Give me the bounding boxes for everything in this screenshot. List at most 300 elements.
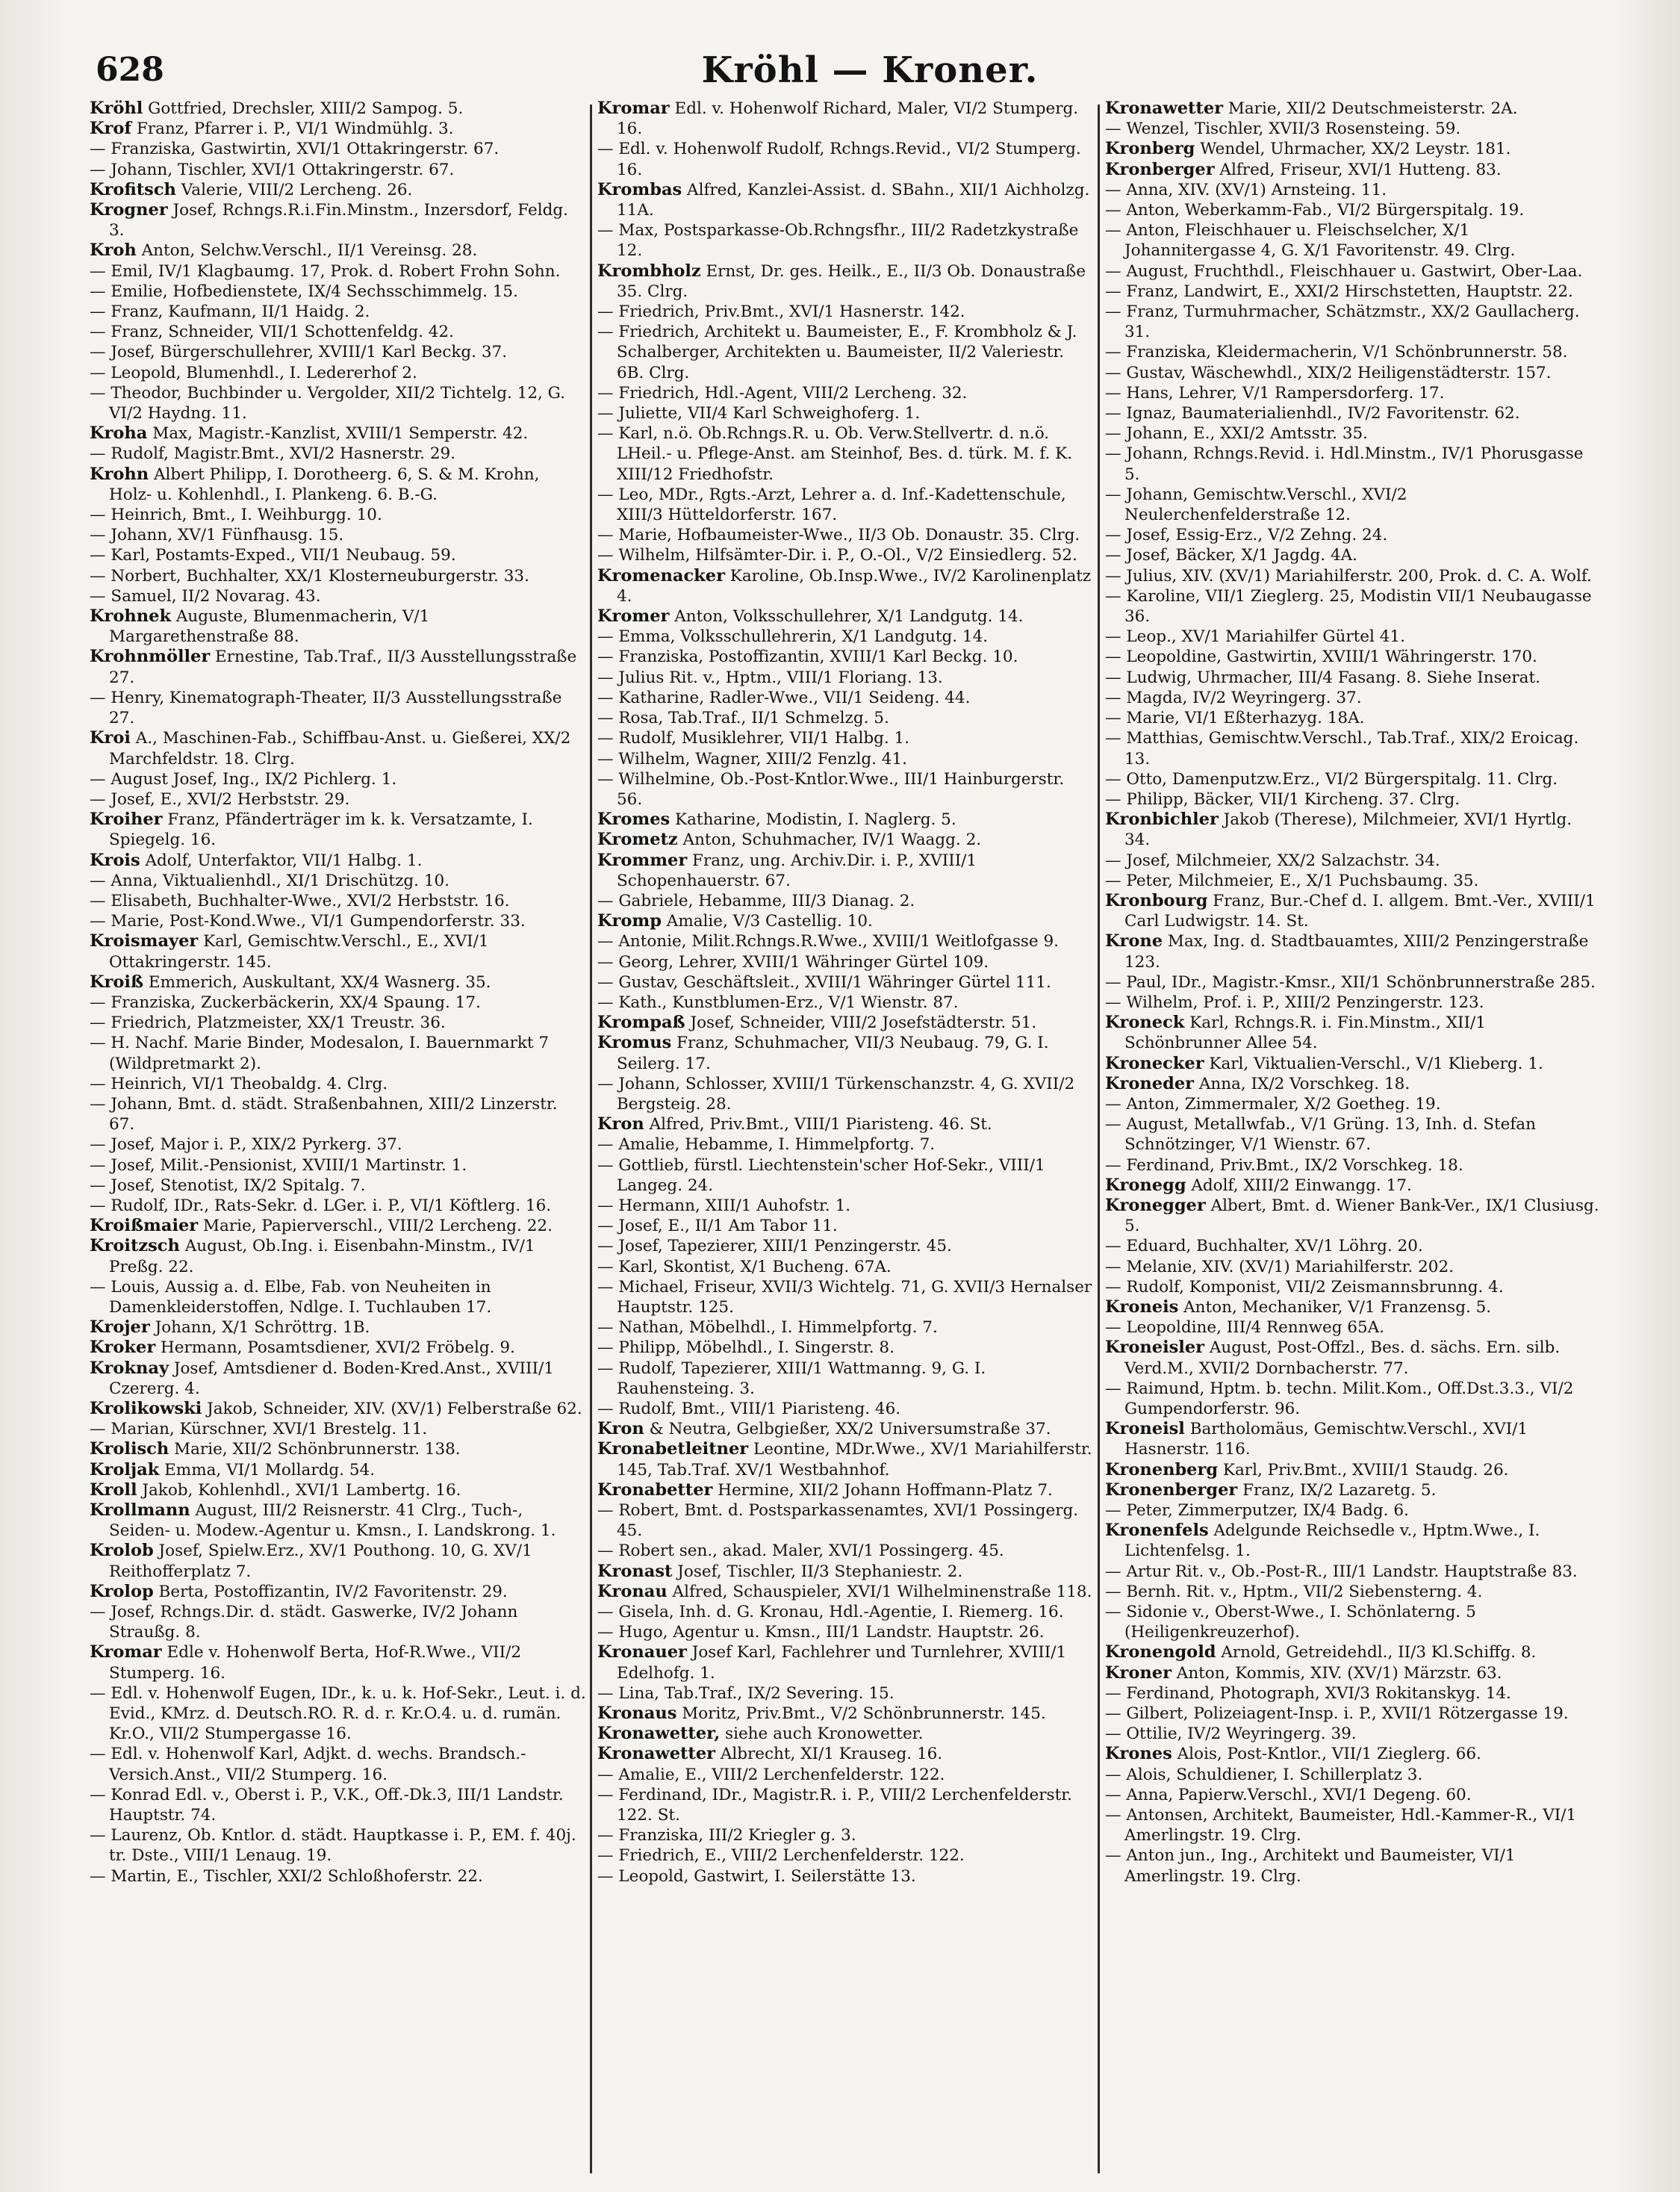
entry-surname: Kronbichler bbox=[1105, 810, 1219, 830]
entry-details: — Emil, IV/1 Klagbaumg. 17, Prok. d. Robert Frohn Sohn. bbox=[90, 261, 561, 281]
directory-entry bbox=[597, 1724, 1094, 1744]
entry-details: — Wilhelmine, Ob.-Post-Kntlor.Wwe., III/1 Hainburgerstr. 56. bbox=[597, 769, 1065, 809]
directory-entry bbox=[597, 1704, 1094, 1724]
entry-details: — Michael, Friseur, XVII/3 Wichtelg. 71, G. XVII/3 Hernalser Hauptstr. 125. bbox=[597, 1277, 1092, 1317]
entry-details: — Franziska, Zuckerbäckerin, XX/4 Spaung. 17. bbox=[90, 993, 481, 1012]
entry-details: — Franziska, III/2 Kriegler g. 3. bbox=[597, 1826, 856, 1845]
directory-entry bbox=[1105, 180, 1602, 200]
directory-entry bbox=[1105, 1054, 1602, 1074]
entry-details: — Heinrich, Bmt., I. Weihburgg. 10. bbox=[90, 506, 382, 525]
entry-details: — Artur Rit. v., Ob.-Post-R., III/1 Landstr. Hauptstraße 83. bbox=[1105, 1562, 1578, 1581]
directory-entry bbox=[597, 1785, 1094, 1825]
directory-entry bbox=[1105, 708, 1602, 728]
entry-surname: Krolikowski bbox=[90, 1399, 202, 1418]
entry-details: — Rudolf, Musiklehrer, VII/1 Halbg. 1. bbox=[597, 729, 910, 748]
entry-details: Karoline, Ob.Insp.Wwe., IV/2 Karolinenplatz 4. bbox=[617, 566, 1092, 606]
entry-surname: Kroh bbox=[90, 240, 137, 261]
directory-entry bbox=[1105, 1074, 1602, 1094]
directory-entry bbox=[597, 1622, 1094, 1642]
entry-details: Auguste, Blumenmacherin, V/1 Margarethenstraße 88. bbox=[109, 607, 430, 647]
directory-entry bbox=[90, 1094, 586, 1134]
directory-entry bbox=[1105, 1805, 1602, 1845]
directory-entry bbox=[1105, 342, 1602, 362]
directory-entry bbox=[90, 769, 586, 789]
entry-details: — August Josef, Ing., IX/2 Pichlerg. 1. bbox=[90, 769, 397, 789]
directory-entry bbox=[597, 972, 1094, 993]
entry-details: — Raimund, Hptm. b. techn. Milit.Kom., Off.Dst.3.3., VI/2 Gumpendorferstr. 96. bbox=[1105, 1379, 1574, 1418]
entry-surname: Kromar bbox=[90, 1642, 162, 1662]
directory-entry bbox=[597, 423, 1094, 485]
directory-entry bbox=[1105, 1114, 1602, 1155]
directory-entry bbox=[597, 1277, 1094, 1317]
entry-details: — Martin, E., Tischler, XXI/2 Schloßhoferstr. 22. bbox=[90, 1866, 483, 1886]
entry-details: — Rudolf, Tapezierer, XIII/1 Wattmanng. 9, G. I. Rauhensteing. 3. bbox=[597, 1359, 986, 1398]
directory-entry bbox=[90, 1785, 586, 1825]
entry-details: Max, Magistr.-Kanzlist, XVIII/1 Semperstr. 42. bbox=[147, 424, 529, 444]
entry-details: — Laurenz, Ob. Kntlor. d. städt. Hauptkasse i. P., EM. f. 40j. tr. Dste., VIII/1 Lenaug. 19. bbox=[90, 1826, 576, 1866]
entry-details: Katharine, Modistin, I. Naglerg. 5. bbox=[670, 810, 956, 830]
directory-entry bbox=[597, 1196, 1094, 1216]
entry-details: — Bernh. Rit. v., Hptm., VII/2 Siebensterng. 4. bbox=[1105, 1582, 1483, 1601]
entry-details: Moritz, Priv.Bmt., V/2 Schönbrunnerstr. 145. bbox=[676, 1704, 1046, 1724]
directory-entry bbox=[1105, 1013, 1602, 1053]
entry-surname: Krometz bbox=[597, 830, 678, 850]
entry-details: — Marie, Hofbaumeister-Wwe., II/3 Ob. Donaustr. 35. Clrg. bbox=[597, 526, 1080, 545]
directory-entry bbox=[597, 261, 1094, 302]
directory-entry bbox=[90, 1338, 586, 1358]
entry-details: — Otto, Damenputzw.Erz., VI/2 Bürgerspitalg. 11. Clrg. bbox=[1105, 769, 1558, 789]
entry-surname: Krompaß bbox=[597, 1013, 685, 1033]
directory-entry bbox=[597, 1500, 1094, 1541]
directory-entry bbox=[90, 606, 586, 647]
directory-entry bbox=[1105, 810, 1602, 850]
entry-surname: Krombholz bbox=[597, 261, 701, 281]
entry-surname: Kronawetter bbox=[1105, 99, 1223, 118]
directory-entry bbox=[597, 1541, 1094, 1561]
entry-details: — Nathan, Möbelhdl., I. Himmelpfortg. 7. bbox=[597, 1318, 938, 1338]
directory-entry bbox=[597, 1642, 1094, 1683]
entry-details: — Josef, Bäcker, X/1 Jagdg. 4A. bbox=[1105, 546, 1358, 565]
directory-entry bbox=[1105, 1765, 1602, 1785]
entry-details: Leontine, MDr.Wwe., XV/1 Mariahilferstr. 145, Tab.Traf. XV/1 Westbahnhof. bbox=[617, 1440, 1092, 1480]
directory-entry bbox=[1105, 1094, 1602, 1114]
entry-surname: Kroneisler bbox=[1105, 1338, 1205, 1358]
directory-entry bbox=[1105, 1642, 1602, 1662]
entry-details: — Rudolf, Magistr.Bmt., XVI/2 Hasnerstr. 29. bbox=[90, 444, 456, 464]
entry-surname: Kroneisl bbox=[1105, 1419, 1185, 1439]
directory-entry bbox=[90, 261, 586, 282]
directory-entry bbox=[1105, 728, 1602, 769]
directory-entry bbox=[597, 749, 1094, 769]
entry-details: Wendel, Uhrmacher, XX/2 Leystr. 181. bbox=[1195, 140, 1511, 159]
directory-entry bbox=[1105, 1582, 1602, 1602]
entry-details: August, Ob.Ing. i. Eisenbahn-Minstm., IV/1 Preßg. 22. bbox=[109, 1237, 535, 1276]
directory-entry bbox=[1105, 586, 1602, 627]
entry-details: — Philipp, Bäcker, VII/1 Kircheng. 37. Clrg. bbox=[1105, 789, 1460, 809]
entry-surname: Krolob bbox=[90, 1541, 154, 1561]
entry-surname: Krohn bbox=[90, 464, 149, 484]
directory-entry bbox=[90, 342, 586, 362]
entry-details: — Ferdinand, Priv.Bmt., IX/2 Vorschkeg. 18. bbox=[1105, 1155, 1463, 1175]
entry-surname: Krofitsch bbox=[90, 179, 176, 199]
entry-details: Franz, Bur.-Chef d. I. allgem. Bmt.-Ver., XVIII/1 Carl Ludwigstr. 14. St. bbox=[1124, 891, 1596, 931]
entry-details: A., Maschinen-Fab., Schiffbau-Anst. u. Gießerei, XX/2 Marchfeldstr. 18. Clrg. bbox=[109, 729, 571, 769]
directory-entry bbox=[90, 119, 586, 139]
entry-details: Ernst, Dr. ges. Heilk., E., II/3 Ob. Donaustraße 35. Clrg. bbox=[617, 261, 1086, 301]
entry-surname: Krohnmöller bbox=[90, 647, 211, 667]
directory-entry bbox=[1105, 99, 1602, 119]
directory-entry bbox=[90, 1399, 586, 1419]
directory-entry bbox=[90, 444, 586, 464]
directory-entry bbox=[1105, 1155, 1602, 1176]
entry-details: — Karoline, VII/1 Zieglerg. 25, Modistin VII/1 Neubaugasse 36. bbox=[1105, 586, 1592, 627]
entry-details: — Antonie, Milit.Rchngs.R.Wwe., XVIII/1 Weitlofgasse 9. bbox=[597, 932, 1059, 951]
directory-entry bbox=[1105, 931, 1602, 972]
directory-entry bbox=[597, 688, 1094, 708]
directory-entry bbox=[1105, 1379, 1602, 1419]
directory-entry bbox=[1105, 1785, 1602, 1805]
entry-details: siehe auch Kronowetter. bbox=[720, 1724, 924, 1744]
directory-entry bbox=[597, 220, 1094, 261]
entry-details: Josef, Rchngs.R.i.Fin.Minstm., Inzersdorf, Feldg. 3. bbox=[109, 201, 569, 240]
entry-details: Anton, Kommis, XIV. (XV/1) Märzstr. 63. bbox=[1171, 1663, 1502, 1683]
entry-details: — H. Nachf. Marie Binder, Modesalon, I. Bauernmarkt 7 (Wildpretmarkt 2). bbox=[90, 1034, 550, 1073]
entry-details: August, III/2 Reisnerstr. 41 Clrg., Tuch-, Seiden- u. Modew.-Agentur u. Kmsn., I. Landskrong. 1. bbox=[109, 1501, 556, 1541]
entry-details: Alfred, Priv.Bmt., VIII/1 Piaristeng. 46. St. bbox=[644, 1115, 992, 1134]
directory-entry bbox=[90, 1744, 586, 1784]
entry-details: — Marie, Post-Kond.Wwe., VI/1 Gumpendorferstr. 33. bbox=[90, 912, 526, 931]
entry-details: — Josef, Tapezierer, XIII/1 Penzingerstr. 45. bbox=[597, 1237, 952, 1256]
page-header bbox=[82, 46, 1658, 99]
directory-entry bbox=[90, 647, 586, 687]
directory-entry bbox=[1105, 1338, 1602, 1378]
entry-surname: Kron bbox=[597, 1114, 644, 1134]
directory-entry bbox=[90, 871, 586, 891]
entry-surname: Krommer bbox=[597, 850, 688, 870]
entry-details: — Antonsen, Architekt, Baumeister, Hdl.-Kammer-R., VI/1 Amerlingstr. 19. Clrg. bbox=[1105, 1806, 1577, 1845]
directory-entry bbox=[597, 1582, 1094, 1602]
directory-entry bbox=[597, 302, 1094, 322]
entry-details: — August, Fruchthdl., Fleischhauer u. Gastwirt, Ober-Laa. bbox=[1105, 261, 1583, 281]
entry-details: Valerie, VIII/2 Lercheng. 26. bbox=[175, 180, 413, 199]
directory-entry bbox=[90, 1176, 586, 1196]
directory-entry bbox=[90, 1359, 586, 1399]
entry-surname: Kroiß bbox=[90, 972, 144, 992]
directory-entry bbox=[90, 383, 586, 423]
directory-entry bbox=[597, 485, 1094, 525]
entry-surname: Kronaus bbox=[597, 1704, 677, 1724]
entry-details: — Heinrich, VI/1 Theobaldg. 4. Clrg. bbox=[90, 1074, 388, 1093]
directory-entry bbox=[597, 830, 1094, 850]
entry-details: — Hugo, Agentur u. Kmsn., III/1 Landstr. Hauptstr. 26. bbox=[597, 1623, 1045, 1642]
directory-entry bbox=[597, 1074, 1094, 1114]
entry-details: Hermann, Posamtsdiener, XVI/2 Fröbelg. 9. bbox=[155, 1338, 515, 1358]
entry-details: — Wilhelm, Wagner, XIII/2 Fenzlg. 41. bbox=[597, 749, 907, 769]
entry-details: Adelgunde Reichsedle v., Hptm.Wwe., I. Lichtenfelsg. 1. bbox=[1124, 1521, 1540, 1561]
entry-details: — Amalie, Hebamme, I. Himmelpfortg. 7. bbox=[597, 1135, 936, 1155]
entry-surname: Kromar bbox=[597, 99, 670, 118]
entry-details: — Konrad Edl. v., Oberst i. P., V.K., Off.-Dk.3, III/1 Landstr. Hauptstr. 74. bbox=[90, 1785, 564, 1825]
entry-details: — Gisela, Inh. d. G. Kronau, Hdl.-Agentie, I. Riemerg. 16. bbox=[597, 1603, 1064, 1622]
entry-details: Josef, Amtsdiener d. Boden-Kred.Anst., XVIII/1 Czererg. 4. bbox=[109, 1359, 554, 1398]
entry-details: — Johann, Schlosser, XVIII/1 Türkenschanzstr. 4, G. XVII/2 Bergsteig. 28. bbox=[597, 1074, 1075, 1114]
directory-entry bbox=[597, 1013, 1094, 1033]
directory-entry bbox=[90, 240, 586, 261]
directory-entry bbox=[1105, 444, 1602, 484]
directory-entry bbox=[1105, 282, 1602, 302]
entry-details: — Lina, Tab.Traf., IX/2 Severing. 15. bbox=[597, 1683, 895, 1703]
directory-entry bbox=[1105, 1460, 1602, 1480]
directory-entry bbox=[1105, 160, 1602, 180]
entry-surname: Kroneck bbox=[1105, 1013, 1185, 1033]
directory-entry bbox=[1105, 1419, 1602, 1459]
entry-details: — Hermann, XIII/1 Auhofstr. 1. bbox=[597, 1196, 851, 1215]
directory-entry bbox=[1105, 383, 1602, 403]
directory-entry bbox=[597, 810, 1094, 830]
entry-surname: Krois bbox=[90, 850, 140, 870]
entry-details: — Josef, Major i. P., XIX/2 Pyrkerg. 37. bbox=[90, 1135, 402, 1155]
entry-details: Anton, Selchw.Verschl., II/1 Vereinsg. 28. bbox=[136, 241, 478, 261]
directory-entry bbox=[90, 139, 586, 159]
directory-entry bbox=[1105, 1317, 1602, 1338]
entry-details: Alois, Post-Kntlor., VII/1 Zieglerg. 66. bbox=[1172, 1745, 1481, 1764]
entry-details: Franz, Pfarrer i. P., VI/1 Windmühlg. 3. bbox=[131, 119, 454, 139]
entry-details: Anton, Volksschullehrer, X/1 Landgutg. 14. bbox=[669, 607, 1024, 627]
entry-details: — Josef, Stenotist, IX/2 Spitalg. 7. bbox=[90, 1176, 366, 1195]
directory-entry bbox=[597, 1480, 1094, 1500]
entry-details: — Ferdinand, Photograph, XVI/3 Rokitanskyg. 14. bbox=[1105, 1683, 1511, 1703]
directory-entry bbox=[1105, 1176, 1602, 1196]
entry-details: Franz, Pfänderträger im k. k. Versatzamte, I. Spiegelg. 16. bbox=[109, 810, 533, 850]
directory-entry bbox=[1105, 1704, 1602, 1724]
entry-surname: Kronengold bbox=[1105, 1642, 1216, 1662]
entry-details: — Gilbert, Polizeiagent-Insp. i. P., XVII/1 Rötzergasse 19. bbox=[1105, 1704, 1569, 1724]
directory-entry bbox=[597, 1155, 1094, 1196]
entry-surname: Krones bbox=[1105, 1744, 1172, 1764]
directory-entry bbox=[90, 1541, 586, 1581]
entry-details: — Robert, Bmt. d. Postsparkassenamtes, XVI/1 Possingerg. 45. bbox=[597, 1501, 1079, 1541]
entry-details: Karl, Rchngs.R. i. Fin.Minstm., XII/1 Schönbrunner Allee 54. bbox=[1124, 1013, 1486, 1053]
entry-details: — Friedrich, Priv.Bmt., XVI/1 Hasnerstr. 142. bbox=[597, 302, 965, 322]
directory-entry bbox=[1105, 119, 1602, 139]
entry-details: — Rudolf, Komponist, VII/2 Zeismannsbrunng. 4. bbox=[1105, 1277, 1504, 1297]
directory-entry bbox=[1105, 200, 1602, 220]
entry-details: — Matthias, Gemischtw.Verschl., Tab.Traf., XIX/2 Eroicag. 13. bbox=[1105, 729, 1579, 769]
directory-entry bbox=[90, 1236, 586, 1276]
entry-details: Emma, VI/1 Mollardg. 54. bbox=[159, 1460, 376, 1480]
entry-surname: Kroiher bbox=[90, 810, 163, 830]
entry-details: — Hans, Lehrer, V/1 Rampersdorferg. 17. bbox=[1105, 383, 1445, 403]
entry-details: Hermine, XII/2 Johann Hoffmann-Platz 7. bbox=[712, 1480, 1053, 1500]
entry-details: Marie, XII/2 Schönbrunnerstr. 138. bbox=[169, 1440, 461, 1459]
entry-details: Adolf, XIII/2 Einwangg. 17. bbox=[1186, 1176, 1412, 1195]
entry-details: Anna, IX/2 Vorschkeg. 18. bbox=[1194, 1074, 1410, 1093]
entry-details: — Philipp, Möbelhdl., I. Singerstr. 8. bbox=[597, 1338, 895, 1358]
page-number: 628 bbox=[96, 51, 164, 89]
entry-details: — Franz, Schneider, VII/1 Schottenfeldg. 42. bbox=[90, 323, 454, 342]
entry-details: — Katharine, Radler-Wwe., VII/1 Seideng. 44. bbox=[597, 688, 971, 707]
directory-entry bbox=[90, 566, 586, 586]
entry-details: — Leop., XV/1 Mariahilfer Gürtel 41. bbox=[1105, 627, 1405, 647]
directory-entry bbox=[90, 931, 586, 972]
directory-entry bbox=[90, 911, 586, 931]
directory-entry bbox=[1105, 403, 1602, 423]
entry-surname: Kronecker bbox=[1105, 1053, 1204, 1073]
entry-details: — Leopoldine, III/4 Rennweg 65A. bbox=[1105, 1318, 1385, 1338]
column-left bbox=[90, 99, 586, 2175]
entry-surname: Kroha bbox=[90, 423, 148, 444]
entry-details: — Gottlieb, fürstl. Liechtenstein'scher Hof-Sekr., VIII/1 Langeg. 24. bbox=[597, 1155, 1045, 1195]
directory-entry bbox=[1105, 1562, 1602, 1582]
entry-details: — Edl. v. Hohenwolf Eugen, IDr., k. u. k. Hof-Sekr., Leut. i. d. Evid., KMrz. d. Deutsch.RO. R. d. r. Kr.O.4. u. d. rumän. Kr.O., VII/2 Stumpergasse 16. bbox=[90, 1683, 586, 1744]
directory-entry bbox=[1105, 220, 1602, 261]
directory-entry bbox=[597, 1825, 1094, 1845]
entry-details: — Johann, E., XXI/2 Amtsstr. 35. bbox=[1105, 424, 1369, 444]
entry-details: — Franz, Landwirt, E., XXI/2 Hirschstetten, Hauptstr. 22. bbox=[1105, 282, 1573, 301]
entry-surname: Kronabetter bbox=[597, 1480, 713, 1500]
entry-details: — Julius Rit. v., Hptm., VIII/1 Floriang. 13. bbox=[597, 668, 943, 687]
entry-details: Karl, Priv.Bmt., XVIII/1 Staudg. 26. bbox=[1218, 1460, 1509, 1480]
entry-details: Alfred, Schauspieler, XVI/1 Wilhelminenstraße 118. bbox=[667, 1582, 1092, 1601]
directory-entry bbox=[90, 993, 586, 1013]
entry-details: Arnold, Getreidehdl., II/3 Kl.Schiffg. 8. bbox=[1216, 1643, 1537, 1662]
entry-details: — Josef, Milit.-Pensionist, XVIII/1 Martinstr. 1. bbox=[90, 1155, 467, 1175]
entry-surname: Kronawetter, bbox=[597, 1724, 721, 1744]
entry-details: — Georg, Lehrer, XVIII/1 Währinger Gürtel 109. bbox=[597, 952, 989, 972]
entry-surname: Krolisch bbox=[90, 1439, 169, 1459]
entry-details: & Neutra, Gelbgießer, XX/2 Universumstraße 37. bbox=[644, 1420, 1051, 1439]
directory-entry bbox=[597, 1338, 1094, 1358]
entry-surname: Kroneder bbox=[1105, 1073, 1194, 1093]
directory-entry bbox=[597, 993, 1094, 1013]
entry-details: — Magda, IV/2 Weyringerg. 37. bbox=[1105, 688, 1362, 707]
entry-surname: Kronauer bbox=[597, 1642, 687, 1662]
entry-details: — Franziska, Postoffizantin, XVIII/1 Karl Beckg. 10. bbox=[597, 648, 1018, 667]
entry-details: Alfred, Kanzlei-Assist. d. SBahn., XII/1 Aichholzg. 11A. bbox=[617, 180, 1090, 220]
entry-details: — Rosa, Tab.Traf., II/1 Schmelzg. 5. bbox=[597, 709, 889, 728]
directory-entry bbox=[597, 1033, 1094, 1073]
directory-entry bbox=[1105, 363, 1602, 383]
directory-entry bbox=[90, 810, 586, 850]
entry-details: — Wilhelm, Prof. i. P., XIII/2 Penzingerstr. 123. bbox=[1105, 993, 1484, 1012]
entry-surname: Kroner bbox=[1105, 1662, 1172, 1683]
directory-entry bbox=[1105, 1236, 1602, 1256]
directory-entry bbox=[90, 1582, 586, 1602]
directory-entry bbox=[1105, 139, 1602, 159]
directory-entry bbox=[90, 688, 586, 728]
entry-details: — Kath., Kunstblumen-Erz., V/1 Wienstr. 87. bbox=[597, 993, 959, 1012]
entry-details: — Rudolf, Bmt., VIII/1 Piaristeng. 46. bbox=[597, 1400, 901, 1418]
entry-details: — Anton, Fleischhauer u. Fleischselcher, X/1 Johannitergasse 4, G. X/1 Favoritenstr. 49. Clrg. bbox=[1105, 221, 1516, 261]
entry-details: — Anton, Zimmermaler, X/2 Goetheg. 19. bbox=[1105, 1094, 1441, 1114]
directory-entry bbox=[90, 545, 586, 565]
directory-entry bbox=[1105, 993, 1602, 1013]
entry-details: Alfred, Friseur, XVI/1 Hutteng. 83. bbox=[1214, 160, 1502, 179]
directory-entry bbox=[1105, 1297, 1602, 1317]
directory-entry bbox=[90, 1317, 586, 1338]
entry-details: — Josef, Essig-Erz., V/2 Zehng. 24. bbox=[1105, 526, 1388, 545]
entry-details: — Amalie, E., VIII/2 Lerchenfelderstr. 122. bbox=[597, 1765, 945, 1784]
entry-details: — Anton jun., Ing., Architekt und Baumeister, VI/1 Amerlingstr. 19. Clrg. bbox=[1105, 1846, 1516, 1886]
directory-entry bbox=[1105, 688, 1602, 708]
column-right bbox=[1105, 99, 1602, 2175]
entry-details: — Anton, Weberkamm-Fab., VI/2 Bürgerspitalg. 19. bbox=[1105, 201, 1525, 220]
entry-surname: Kronast bbox=[597, 1561, 673, 1581]
entry-details: — Johann, Bmt. d. städt. Straßenbahnen, XIII/2 Linzerstr. 67. bbox=[90, 1094, 558, 1134]
directory-entry bbox=[1105, 789, 1602, 810]
entry-details: — Anna, XIV. (XV/1) Arnsteing. 11. bbox=[1105, 180, 1387, 199]
entry-details: Anton, Mechaniker, V/1 Franzensg. 5. bbox=[1178, 1297, 1492, 1317]
directory-entry bbox=[597, 1602, 1094, 1622]
entry-details: — Sidonie v., Oberst-Wwe., I. Schönlaterng. 5 (Heiligenkreuzerhof). bbox=[1105, 1603, 1476, 1642]
entry-details: Berta, Postoffizantin, IV/2 Favoritenstr. 29. bbox=[153, 1582, 508, 1601]
entry-details: — Josef, E., XVI/2 Herbststr. 29. bbox=[90, 789, 350, 809]
directory-entry bbox=[90, 505, 586, 525]
directory-entry bbox=[1105, 1480, 1602, 1500]
directory-entry bbox=[597, 545, 1094, 565]
entry-details: — Anna, Viktualienhdl., XI/1 Drischützg. 10. bbox=[90, 871, 450, 890]
directory-entry bbox=[1105, 423, 1602, 444]
entry-surname: Kron bbox=[597, 1419, 644, 1439]
entry-details: — Emma, Volksschullehrerin, X/1 Landgutg. 14. bbox=[597, 627, 989, 647]
entry-surname: Krof bbox=[90, 119, 132, 139]
entry-details: — Josef, Rchngs.Dir. d. städt. Gaswerke, IV/2 Johann Straußg. 8. bbox=[90, 1603, 518, 1642]
entry-details: — Elisabeth, Buchhalter-Wwe., XVI/2 Herbststr. 16. bbox=[90, 891, 510, 910]
directory-entry bbox=[1105, 1683, 1602, 1704]
entry-details: Bartholomäus, Gemischtw.Verschl., XVI/1 Hasnerstr. 116. bbox=[1124, 1420, 1528, 1459]
directory-entry bbox=[90, 1460, 586, 1480]
entry-details: — Josef, E., II/1 Am Tabor 11. bbox=[597, 1217, 838, 1236]
entry-surname: Kroißmaier bbox=[90, 1216, 199, 1236]
directory-entry bbox=[597, 1236, 1094, 1256]
directory-entry bbox=[597, 647, 1094, 667]
entry-details: — Ottilie, IV/2 Weyringerg. 39. bbox=[1105, 1724, 1357, 1744]
directory-entry bbox=[1105, 1744, 1602, 1764]
running-head: Kröhl — Kroner. bbox=[701, 49, 1039, 91]
directory-entry bbox=[597, 668, 1094, 688]
directory-entry bbox=[597, 728, 1094, 748]
directory-entry bbox=[1105, 485, 1602, 525]
entry-surname: Kronberger bbox=[1105, 159, 1215, 179]
entry-surname: Kronenberger bbox=[1105, 1480, 1238, 1500]
entry-details: — Eduard, Buchhalter, XV/1 Löhrg. 20. bbox=[1105, 1237, 1423, 1256]
entry-surname: Kroismayer bbox=[90, 931, 199, 951]
directory-entry bbox=[597, 139, 1094, 179]
entry-details: Anton, Schuhmacher, IV/1 Waagg. 2. bbox=[677, 830, 982, 850]
entry-details: Marie, Papierverschl., VIII/2 Lercheng. 22. bbox=[198, 1217, 553, 1236]
entry-details: Jakob, Kohlenhdl., XVI/1 Lambertg. 16. bbox=[137, 1480, 461, 1500]
entry-details: — Melanie, XIV. (XV/1) Mariahilferstr. 202. bbox=[1105, 1257, 1454, 1276]
directory-entry bbox=[1105, 1277, 1602, 1297]
directory-entry bbox=[1105, 261, 1602, 282]
directory-entry bbox=[90, 851, 586, 871]
entry-surname: Krogner bbox=[90, 200, 168, 220]
directory-entry bbox=[597, 1359, 1094, 1399]
directory-entry bbox=[90, 1500, 586, 1541]
entry-surname: Kromus bbox=[597, 1033, 672, 1053]
directory-entry bbox=[1105, 891, 1602, 931]
column-rule bbox=[1098, 105, 1100, 2173]
directory-entry bbox=[597, 525, 1094, 545]
entry-details: — Johann, Gemischtw.Verschl., XVI/2 Neulerchenfelderstraße 12. bbox=[1105, 485, 1407, 525]
entry-details: Adolf, Unterfaktor, VII/1 Halbg. 1. bbox=[140, 851, 423, 870]
entry-surname: Kroll bbox=[90, 1480, 137, 1500]
entry-details: — Karl, n.ö. Ob.Rchngs.R. u. Ob. Verw.Stellvertr. d. n.ö. LHeil.- u. Pflege-Anst. am Steinhof, Bes. d. türk. M. f. K. XIII/12 Friedhofstr. bbox=[597, 424, 1073, 484]
directory-entry bbox=[597, 1765, 1094, 1785]
directory-entry bbox=[1105, 769, 1602, 789]
entry-surname: Kronabetleitner bbox=[597, 1439, 749, 1459]
entry-details: Johann, X/1 Schröttrg. 1B. bbox=[149, 1318, 370, 1338]
